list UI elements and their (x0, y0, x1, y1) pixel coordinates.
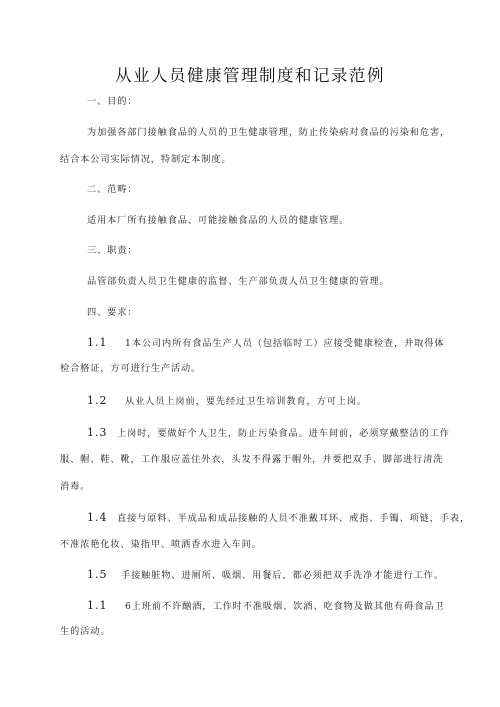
list-item (87, 329, 444, 357)
item-number: 1.4 (87, 511, 108, 524)
section-heading-scope: 二、范畴： (87, 184, 138, 195)
section-duties-line: 品管部负责人员卫生健康的监督、生产部负责人员卫生健康的管理。 (87, 276, 390, 287)
item-text: 不准浓艳化妆、染指甲、喷洒香水进入车间。 (60, 539, 262, 550)
item-text: 生的活动。 (60, 626, 111, 637)
item-text: 上岗时，要做好个人卫生，防止污染食品。进车间前，必须穿戴整洁的工作 (117, 428, 450, 439)
document-title: 从业人员健康管理制度和记录范例 (115, 66, 385, 85)
section-heading-purpose: 一、目的： (87, 96, 138, 107)
item-text: 检合格证，方可进行生产活动。 (60, 363, 202, 374)
section-heading-duties: 三、职责： (87, 245, 138, 256)
item-text: 服、帽、鞋、靴，工作服应盖住外衣，头发不得露于帽外，并要把双手、脚部进行清洗 (60, 454, 444, 465)
item-number: 1.5 (87, 568, 108, 581)
item-number: 1.1 (87, 599, 108, 612)
list-item (87, 387, 367, 415)
item-text: 直接与原料、半成品和成品接触的人员不准戴耳环、戒指、手镯、项链，手表， (117, 513, 471, 524)
item-number: 1.1 (87, 336, 108, 349)
list-item (87, 561, 444, 589)
list-item (87, 592, 444, 620)
list-item (87, 419, 450, 447)
item-number: 1.2 (87, 394, 108, 407)
list-item (87, 504, 470, 532)
section-purpose-line: 结合本公司实际情况，特制定本制度。 (60, 154, 232, 165)
section-purpose-line: 为加强各部门接触食品的人员的卫生健康管理，防止传染病对食品的污染和危害， (87, 127, 451, 138)
item-text: 1本公司内所有食品生产人员（包括临时工）应接受健康检查，并取得体 (125, 338, 445, 349)
item-text: 6上班前不许酗酒，工作时不准吸烟、饮酒、吃食物及做其他有碍食品卫 (125, 601, 445, 612)
item-number: 1.3 (87, 426, 108, 439)
item-text: 从业人员上岗前，要先经过卫生培训教育，方可上岗。 (125, 396, 368, 407)
item-text: 消毒。 (60, 481, 91, 492)
section-scope-line: 适用本厂所有接触食品、可能接触食品的人员的健康管理。 (87, 215, 350, 226)
section-heading-requirements: 四、要求： (87, 307, 138, 318)
item-text: 手接触脏物、进厕所、吸烟、用餐后，都必须把双手洗净才能进行工作。 (121, 570, 444, 581)
